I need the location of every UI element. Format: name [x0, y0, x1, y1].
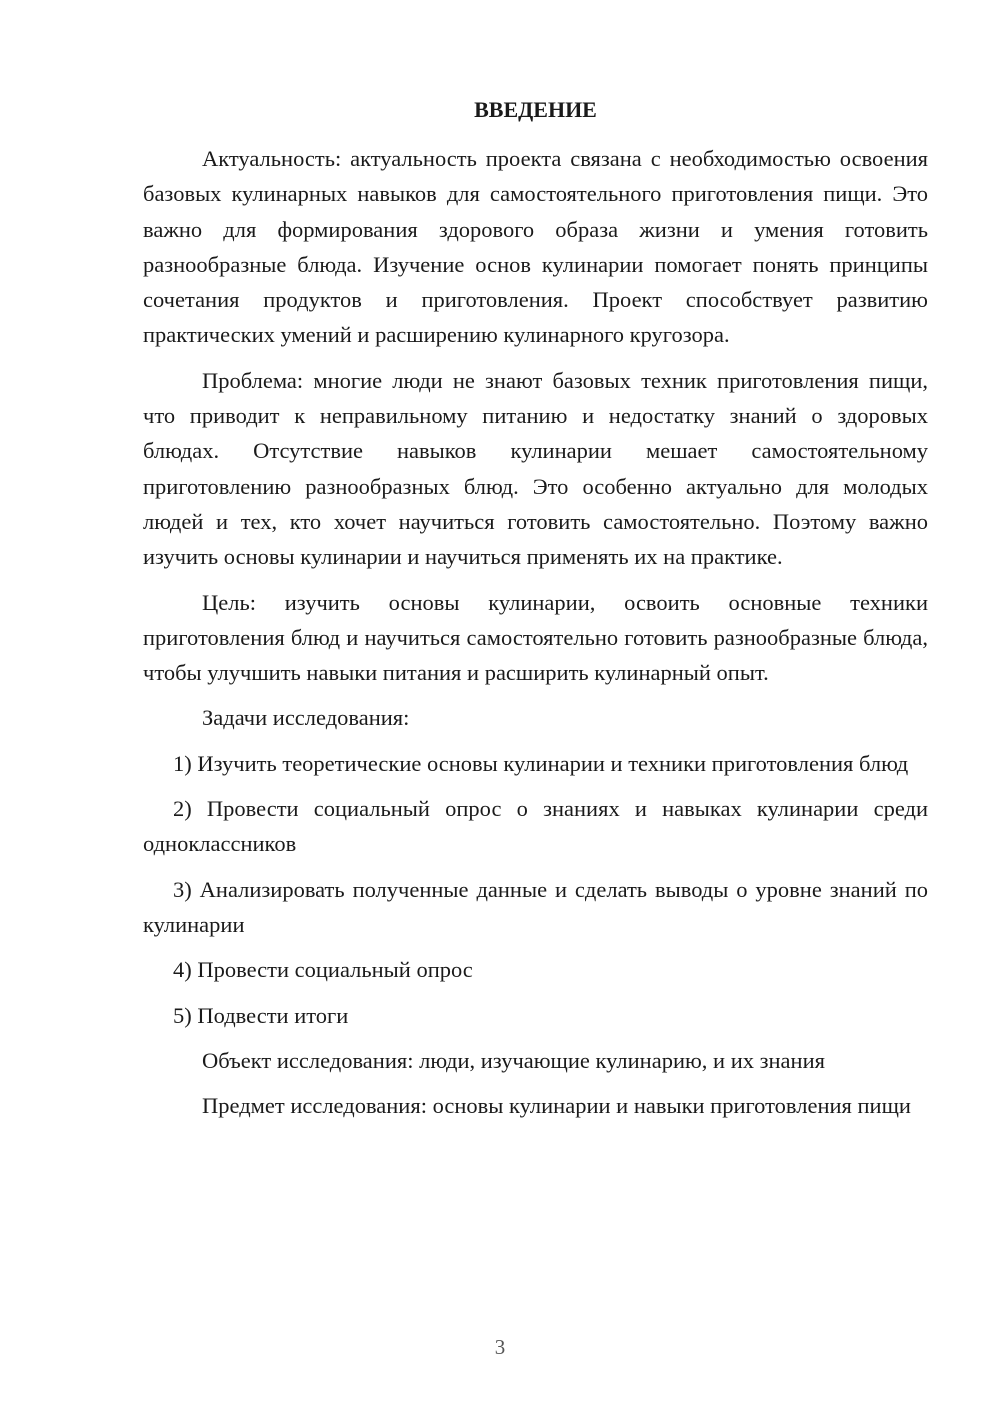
tasks-heading: Задачи исследования:	[202, 705, 410, 731]
problem-paragraph: Проблема: многие люди не знают базовых техник приготовления пищи, что приводит к неправильному питанию и недостатку знаний о здоровых блюдах. Отсутствие навыков кулинарии мешает самостоятельному приготовлению разнообразных блюд. Это особенно актуально для молодых людей и тех, кто хочет научиться готовить самостоятельно. Поэтому важно изучить основы кулинарии и научиться применять их на практике.	[143, 367, 928, 570]
task-item: 3) Анализировать полученные данные и сделать выводы о уровне знаний по кулинарии	[143, 876, 928, 937]
document-page	[143, 88, 928, 1133]
research-subject-paragraph: Предмет исследования: основы кулинарии и навыки приготовления пищи	[202, 1093, 911, 1119]
goal-paragraph: Цель: изучить основы кулинарии, освоить основные техники приготовления блюд и научиться самостоятельно готовить разнообразные блюда, чтобы улучшить навыки питания и расширить кулинарный опыт.	[143, 589, 928, 686]
relevance-paragraph: Актуальность: актуальность проекта связана с необходимостью освоения базовых кулинарных навыков для самостоятельного приготовления пищи. Это важно для формирования здорового образа жизни и умения готовить разнообразные блюда. Изучение основ кулинарии помогает понять принципы сочетания продуктов и приготовления. Проект способствует развитию практических умений и расширению кулинарного кругозора.	[143, 146, 928, 348]
task-item: 4) Провести социальный опрос	[173, 957, 473, 983]
page-title: ВВЕДЕНИЕ	[474, 97, 597, 122]
research-object-paragraph: Объект исследования: люди, изучающие кулинарию, и их знания	[202, 1047, 825, 1073]
task-item: 5) Подвести итоги	[173, 1002, 349, 1028]
task-item: 2) Провести социальный опрос о знаниях и навыках кулинарии среди одноклассников	[143, 796, 928, 857]
task-item: 1) Изучить теоретические основы кулинарии и техники приготовления блюд	[173, 750, 909, 776]
page-number: 3	[494, 1335, 506, 1359]
